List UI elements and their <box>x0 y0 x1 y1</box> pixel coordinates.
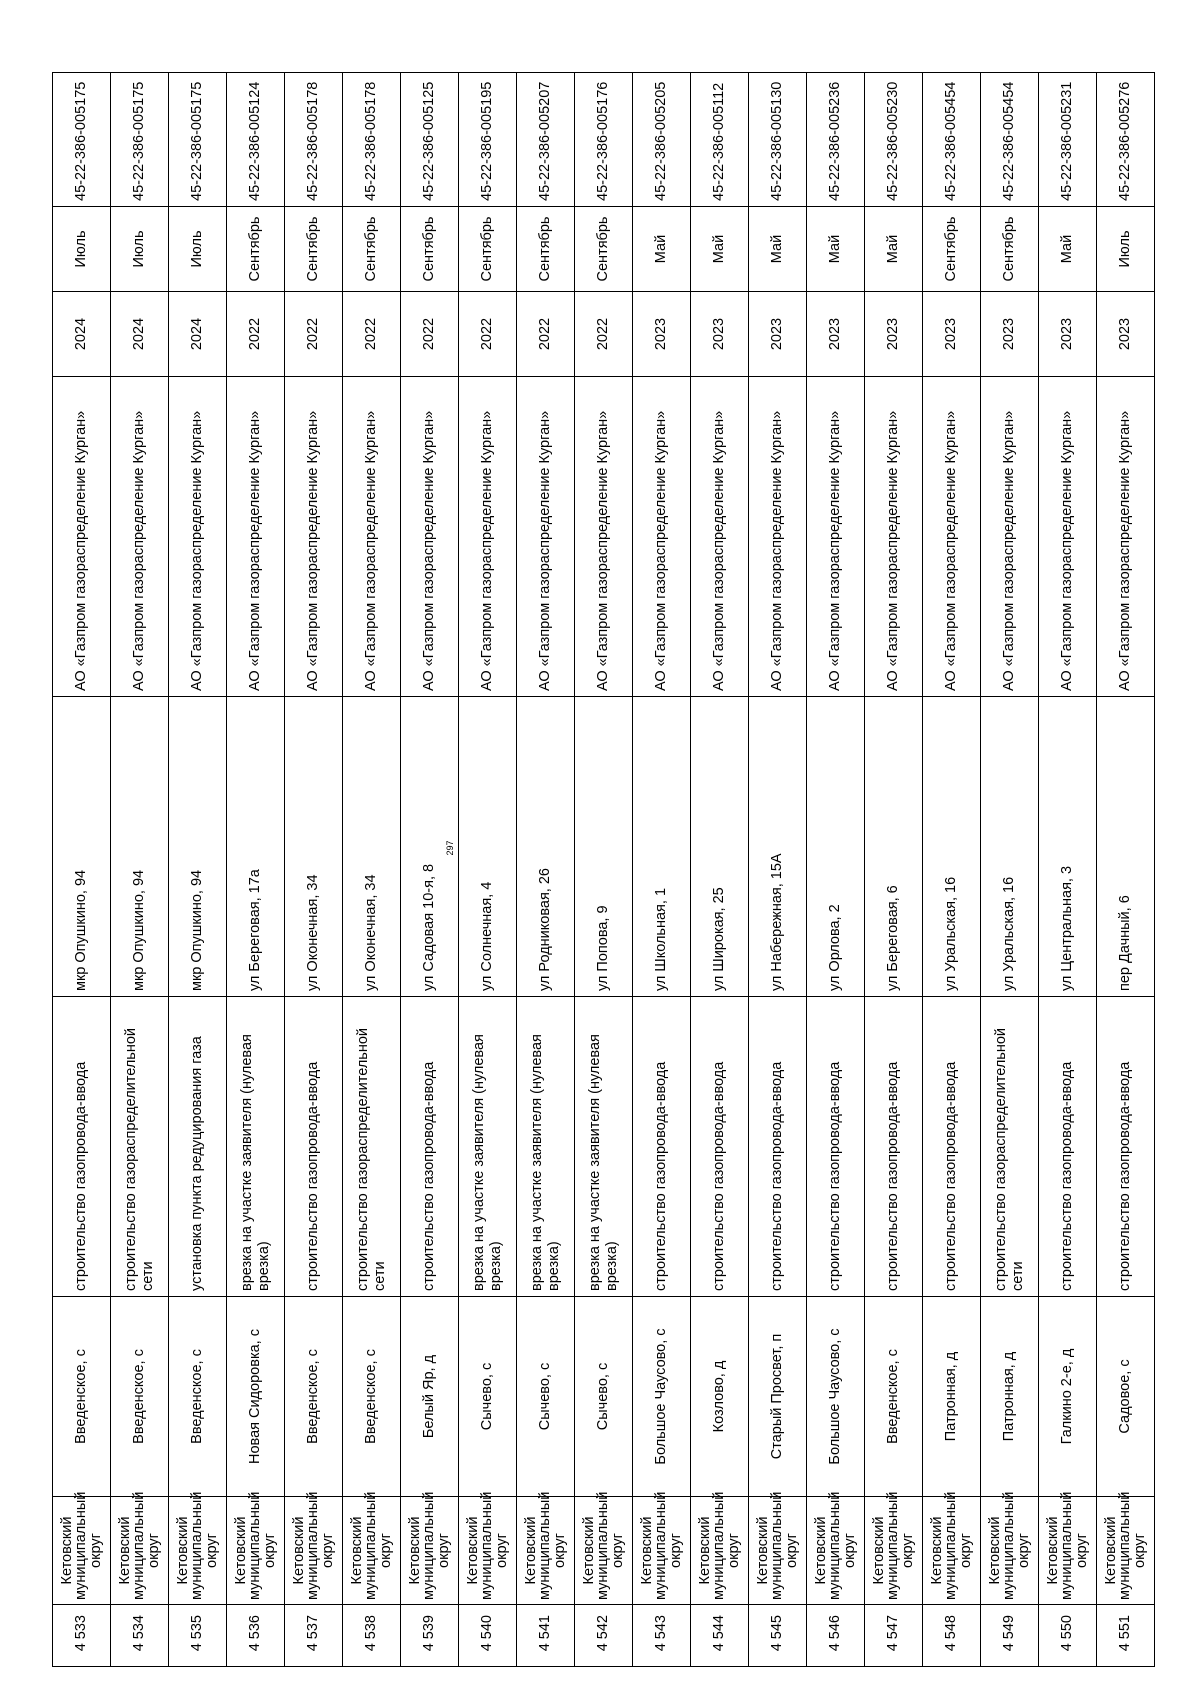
row-number: 4 551 <box>1097 1605 1155 1667</box>
district-line: Кетовский <box>580 1516 597 1585</box>
settlement-cell: Введенское, с <box>285 1297 343 1497</box>
month-cell: Июль <box>169 207 227 292</box>
organization-cell: АО «Газпром газораспределение Курган» <box>343 377 401 697</box>
district-line: округ <box>1131 1533 1148 1568</box>
address-cell: ул Родниковая, 26 <box>517 697 575 997</box>
work-type-cell: строительство газопровода-ввода <box>749 997 807 1297</box>
table-row <box>401 73 459 1667</box>
district-cell <box>633 1491 691 1605</box>
organization-cell: АО «Газпром газораспределение Курган» <box>459 377 517 697</box>
settlement-cell: Сычево, с <box>459 1297 517 1497</box>
district-line: муниципальный <box>1001 1491 1018 1600</box>
table-body <box>53 73 1155 1667</box>
year-cell: 2022 <box>575 292 633 377</box>
district-cell <box>691 1491 749 1605</box>
district-line: муниципальный <box>305 1491 322 1600</box>
district-line: округ <box>435 1533 452 1568</box>
settlement-cell: Сычево, с <box>517 1297 575 1497</box>
settlement-cell: Галкино 2-е, д <box>1039 1297 1097 1497</box>
month-cell: Май <box>691 207 749 292</box>
year-cell: 2022 <box>343 292 401 377</box>
code-cell: 45-22-386-005125 <box>401 73 459 207</box>
district-line: Кетовский <box>406 1516 423 1585</box>
district-line: Кетовский <box>116 1516 133 1585</box>
district-line: муниципальный <box>769 1491 786 1600</box>
row-number: 4 546 <box>807 1605 865 1667</box>
settlement-cell: Сычево, с <box>575 1297 633 1497</box>
district-line: муниципальный <box>653 1491 670 1600</box>
organization-cell: АО «Газпром газораспределение Курган» <box>981 377 1039 697</box>
code-cell: 45-22-386-005112 <box>691 73 749 207</box>
month-cell: Сентябрь <box>227 207 285 292</box>
year-cell: 2023 <box>749 292 807 377</box>
settlement-cell: Введенское, с <box>343 1297 401 1497</box>
district-line: округ <box>377 1533 394 1568</box>
district-line: округ <box>957 1533 974 1568</box>
district-cell <box>575 1491 633 1605</box>
table-row <box>749 73 807 1667</box>
year-cell: 2023 <box>1039 292 1097 377</box>
code-cell: 45-22-386-005178 <box>343 73 401 207</box>
settlement-cell: Большое Чаусово, с <box>807 1297 865 1497</box>
settlement-cell: Введенское, с <box>53 1297 111 1497</box>
code-cell: 45-22-386-005205 <box>633 73 691 207</box>
district-line: Кетовский <box>696 1516 713 1585</box>
address-cell: ул Береговая, 17а <box>227 697 285 997</box>
month-cell: Июль <box>111 207 169 292</box>
organization-cell: АО «Газпром газораспределение Курган» <box>169 377 227 697</box>
year-cell: 2022 <box>285 292 343 377</box>
work-type-cell: строительство газопровода-ввода <box>923 997 981 1297</box>
row-number: 4 547 <box>865 1605 923 1667</box>
organization-cell: АО «Газпром газораспределение Курган» <box>111 377 169 697</box>
district-line: округ <box>841 1533 858 1568</box>
district-line: муниципальный <box>363 1491 380 1600</box>
district-line: Кетовский <box>290 1516 307 1585</box>
organization-cell: АО «Газпром газораспределение Курган» <box>1097 377 1155 697</box>
code-cell: 45-22-386-005175 <box>53 73 111 207</box>
code-cell: 45-22-386-005130 <box>749 73 807 207</box>
district-cell <box>865 1491 923 1605</box>
district-cell <box>923 1491 981 1605</box>
district-line: округ <box>609 1533 626 1568</box>
table-row <box>691 73 749 1667</box>
district-line: муниципальный <box>131 1491 148 1600</box>
month-cell: Май <box>1039 207 1097 292</box>
district-line: муниципальный <box>537 1491 554 1600</box>
table-row <box>1039 73 1097 1667</box>
work-type-cell: строительство газопровода-ввода <box>865 997 923 1297</box>
month-cell: Сентябрь <box>285 207 343 292</box>
district-line: муниципальный <box>189 1491 206 1600</box>
address-cell: ул Уральская, 16 <box>981 697 1039 997</box>
district-line: муниципальный <box>247 1491 264 1600</box>
year-cell: 2022 <box>459 292 517 377</box>
district-line: Кетовский <box>1102 1516 1119 1585</box>
organization-cell: АО «Газпром газораспределение Курган» <box>633 377 691 697</box>
work-type-cell: врезка на участке заявителя (нулевая врезка) <box>227 997 285 1297</box>
row-number: 4 548 <box>923 1605 981 1667</box>
district-line: округ <box>493 1533 510 1568</box>
rotated-table-container <box>52 73 1148 1667</box>
address-cell: ул Набережная, 15А <box>749 697 807 997</box>
district-cell <box>749 1491 807 1605</box>
address-cell: ул Береговая, 6 <box>865 697 923 997</box>
district-line: округ <box>203 1533 220 1568</box>
row-number: 4 544 <box>691 1605 749 1667</box>
district-line: Кетовский <box>754 1516 771 1585</box>
address-cell: ул Оконечная, 34 <box>285 697 343 997</box>
organization-cell: АО «Газпром газораспределение Курган» <box>53 377 111 697</box>
district-line: Кетовский <box>348 1516 365 1585</box>
table-row <box>285 73 343 1667</box>
district-cell <box>343 1491 401 1605</box>
month-cell: Май <box>865 207 923 292</box>
table-row <box>1097 73 1155 1667</box>
district-line: муниципальный <box>479 1491 496 1600</box>
table-row <box>575 73 633 1667</box>
row-number: 4 533 <box>53 1605 111 1667</box>
table-row <box>227 73 285 1667</box>
month-cell: Май <box>807 207 865 292</box>
row-number: 4 549 <box>981 1605 1039 1667</box>
year-cell: 2022 <box>227 292 285 377</box>
address-cell: ул Орлова, 2 <box>807 697 865 997</box>
year-cell: 2023 <box>865 292 923 377</box>
work-type-cell: строительство газораспределительной сети <box>981 997 1039 1297</box>
work-type-cell: установка пункта редуцирования газа <box>169 997 227 1297</box>
organization-cell: АО «Газпром газораспределение Курган» <box>575 377 633 697</box>
organization-cell: АО «Газпром газораспределение Курган» <box>1039 377 1097 697</box>
settlement-cell: Патронная, д <box>981 1297 1039 1497</box>
month-cell: Сентябрь <box>923 207 981 292</box>
page-number: 297 <box>445 840 455 856</box>
code-cell: 45-22-386-005231 <box>1039 73 1097 207</box>
year-cell: 2023 <box>633 292 691 377</box>
organization-cell: АО «Газпром газораспределение Курган» <box>401 377 459 697</box>
year-cell: 2023 <box>807 292 865 377</box>
code-cell: 45-22-386-005230 <box>865 73 923 207</box>
year-cell: 2024 <box>111 292 169 377</box>
year-cell: 2023 <box>923 292 981 377</box>
address-cell: мкр Опушкино, 94 <box>53 697 111 997</box>
organization-cell: АО «Газпром газораспределение Курган» <box>227 377 285 697</box>
organization-cell: АО «Газпром газораспределение Курган» <box>923 377 981 697</box>
organization-cell: АО «Газпром газораспределение Курган» <box>749 377 807 697</box>
district-cell <box>111 1491 169 1605</box>
code-cell: 45-22-386-005195 <box>459 73 517 207</box>
district-line: Кетовский <box>986 1516 1003 1585</box>
district-line: округ <box>1015 1533 1032 1568</box>
address-cell: пер Дачный, 6 <box>1097 697 1155 997</box>
district-cell <box>981 1491 1039 1605</box>
row-number: 4 545 <box>749 1605 807 1667</box>
settlement-cell: Козлово, д <box>691 1297 749 1497</box>
month-cell: Июль <box>1097 207 1155 292</box>
district-line: округ <box>1073 1533 1090 1568</box>
code-cell: 45-22-386-005454 <box>981 73 1039 207</box>
year-cell: 2023 <box>981 292 1039 377</box>
row-number: 4 539 <box>401 1605 459 1667</box>
work-type-cell: строительство газопровода-ввода <box>401 997 459 1297</box>
month-cell: Сентябрь <box>981 207 1039 292</box>
organization-cell: АО «Газпром газораспределение Курган» <box>285 377 343 697</box>
code-cell: 45-22-386-005175 <box>169 73 227 207</box>
work-type-cell: строительство газопровода-ввода <box>1039 997 1097 1297</box>
table-row <box>923 73 981 1667</box>
year-cell: 2023 <box>1097 292 1155 377</box>
settlement-cell: Новая Сидоровка, с <box>227 1297 285 1497</box>
district-cell <box>285 1491 343 1605</box>
district-line: муниципальный <box>885 1491 902 1600</box>
district-line: округ <box>261 1533 278 1568</box>
district-line: округ <box>319 1533 336 1568</box>
district-line: Кетовский <box>522 1516 539 1585</box>
district-cell <box>169 1491 227 1605</box>
month-cell: Сентябрь <box>575 207 633 292</box>
year-cell: 2022 <box>517 292 575 377</box>
address-cell: ул Попова, 9 <box>575 697 633 997</box>
table-row <box>53 73 111 1667</box>
district-line: муниципальный <box>1059 1491 1076 1600</box>
row-number: 4 534 <box>111 1605 169 1667</box>
district-line: муниципальный <box>711 1491 728 1600</box>
settlement-cell: Садовое, с <box>1097 1297 1155 1497</box>
organization-cell: АО «Газпром газораспределение Курган» <box>517 377 575 697</box>
settlement-cell: Белый Яр, д <box>401 1297 459 1497</box>
district-line: округ <box>145 1533 162 1568</box>
district-line: Кетовский <box>638 1516 655 1585</box>
address-cell: ул Оконечная, 34 <box>343 697 401 997</box>
year-cell: 2022 <box>401 292 459 377</box>
row-number: 4 550 <box>1039 1605 1097 1667</box>
address-cell: ул Садовая 10-я, 8 <box>401 697 459 997</box>
organization-cell: АО «Газпром газораспределение Курган» <box>865 377 923 697</box>
table-row <box>807 73 865 1667</box>
month-cell: Сентябрь <box>459 207 517 292</box>
district-line: Кетовский <box>1044 1516 1061 1585</box>
month-cell: Сентябрь <box>343 207 401 292</box>
address-cell: ул Широкая, 25 <box>691 697 749 997</box>
table-row <box>981 73 1039 1667</box>
district-line: округ <box>899 1533 916 1568</box>
district-cell <box>1039 1491 1097 1605</box>
code-cell: 45-22-386-005454 <box>923 73 981 207</box>
district-line: округ <box>551 1533 568 1568</box>
address-cell: мкр Опушкино, 94 <box>111 697 169 997</box>
code-cell: 45-22-386-005207 <box>517 73 575 207</box>
district-line: Кетовский <box>174 1516 191 1585</box>
district-cell <box>517 1491 575 1605</box>
organization-cell: АО «Газпром газораспределение Курган» <box>691 377 749 697</box>
district-line: округ <box>667 1533 684 1568</box>
table-row <box>865 73 923 1667</box>
district-line: муниципальный <box>943 1491 960 1600</box>
work-type-cell: врезка на участке заявителя (нулевая врезка) <box>575 997 633 1297</box>
district-line: округ <box>725 1533 742 1568</box>
district-cell <box>807 1491 865 1605</box>
district-line: Кетовский <box>58 1516 75 1585</box>
row-number: 4 543 <box>633 1605 691 1667</box>
code-cell: 45-22-386-005176 <box>575 73 633 207</box>
code-cell: 45-22-386-005178 <box>285 73 343 207</box>
row-number: 4 538 <box>343 1605 401 1667</box>
row-number: 4 542 <box>575 1605 633 1667</box>
row-number: 4 537 <box>285 1605 343 1667</box>
row-number: 4 540 <box>459 1605 517 1667</box>
code-cell: 45-22-386-005236 <box>807 73 865 207</box>
code-cell: 45-22-386-005124 <box>227 73 285 207</box>
month-cell: Май <box>749 207 807 292</box>
address-cell: ул Уральская, 16 <box>923 697 981 997</box>
district-cell <box>401 1491 459 1605</box>
settlement-cell: Введенское, с <box>169 1297 227 1497</box>
month-cell: Сентябрь <box>401 207 459 292</box>
district-line: муниципальный <box>421 1491 438 1600</box>
district-line: Кетовский <box>464 1516 481 1585</box>
district-line: муниципальный <box>1117 1491 1134 1600</box>
work-type-cell: строительство газопровода-ввода <box>691 997 749 1297</box>
district-line: округ <box>87 1533 104 1568</box>
district-cell <box>459 1491 517 1605</box>
table-row <box>459 73 517 1667</box>
district-line: Кетовский <box>232 1516 249 1585</box>
data-table <box>52 72 1155 1667</box>
work-type-cell: строительство газораспределительной сети <box>111 997 169 1297</box>
district-line: Кетовский <box>928 1516 945 1585</box>
month-cell: Сентябрь <box>517 207 575 292</box>
work-type-cell: строительство газопровода-ввода <box>807 997 865 1297</box>
district-line: Кетовский <box>812 1516 829 1585</box>
district-cell <box>53 1491 111 1605</box>
code-cell: 45-22-386-005175 <box>111 73 169 207</box>
settlement-cell: Введенское, с <box>865 1297 923 1497</box>
work-type-cell: строительство газопровода-ввода <box>1097 997 1155 1297</box>
district-line: муниципальный <box>595 1491 612 1600</box>
year-cell: 2024 <box>53 292 111 377</box>
work-type-cell: строительство газопровода-ввода <box>633 997 691 1297</box>
table-row <box>169 73 227 1667</box>
district-cell <box>1097 1491 1155 1605</box>
district-line: муниципальный <box>827 1491 844 1600</box>
district-line: округ <box>783 1533 800 1568</box>
row-number: 4 541 <box>517 1605 575 1667</box>
table-row <box>343 73 401 1667</box>
row-number: 4 536 <box>227 1605 285 1667</box>
address-cell: мкр Опушкино, 94 <box>169 697 227 997</box>
table-row <box>111 73 169 1667</box>
work-type-cell: врезка на участке заявителя (нулевая врезка) <box>459 997 517 1297</box>
work-type-cell: строительство газораспределительной сети <box>343 997 401 1297</box>
month-cell: Май <box>633 207 691 292</box>
month-cell: Июль <box>53 207 111 292</box>
address-cell: ул Школьная, 1 <box>633 697 691 997</box>
district-line: муниципальный <box>73 1491 90 1600</box>
year-cell: 2023 <box>691 292 749 377</box>
settlement-cell: Патронная, д <box>923 1297 981 1497</box>
row-number: 4 535 <box>169 1605 227 1667</box>
work-type-cell: строительство газопровода-ввода <box>285 997 343 1297</box>
organization-cell: АО «Газпром газораспределение Курган» <box>807 377 865 697</box>
settlement-cell: Большое Чаусово, с <box>633 1297 691 1497</box>
table-row <box>517 73 575 1667</box>
code-cell: 45-22-386-005276 <box>1097 73 1155 207</box>
year-cell: 2024 <box>169 292 227 377</box>
address-cell: ул Центральная, 3 <box>1039 697 1097 997</box>
address-cell: ул Солнечная, 4 <box>459 697 517 997</box>
settlement-cell: Старый Просвет, п <box>749 1297 807 1497</box>
work-type-cell: строительство газопровода-ввода <box>53 997 111 1297</box>
work-type-cell: врезка на участке заявителя (нулевая врезка) <box>517 997 575 1297</box>
district-line: Кетовский <box>870 1516 887 1585</box>
settlement-cell: Введенское, с <box>111 1297 169 1497</box>
table-row <box>633 73 691 1667</box>
district-cell <box>227 1491 285 1605</box>
